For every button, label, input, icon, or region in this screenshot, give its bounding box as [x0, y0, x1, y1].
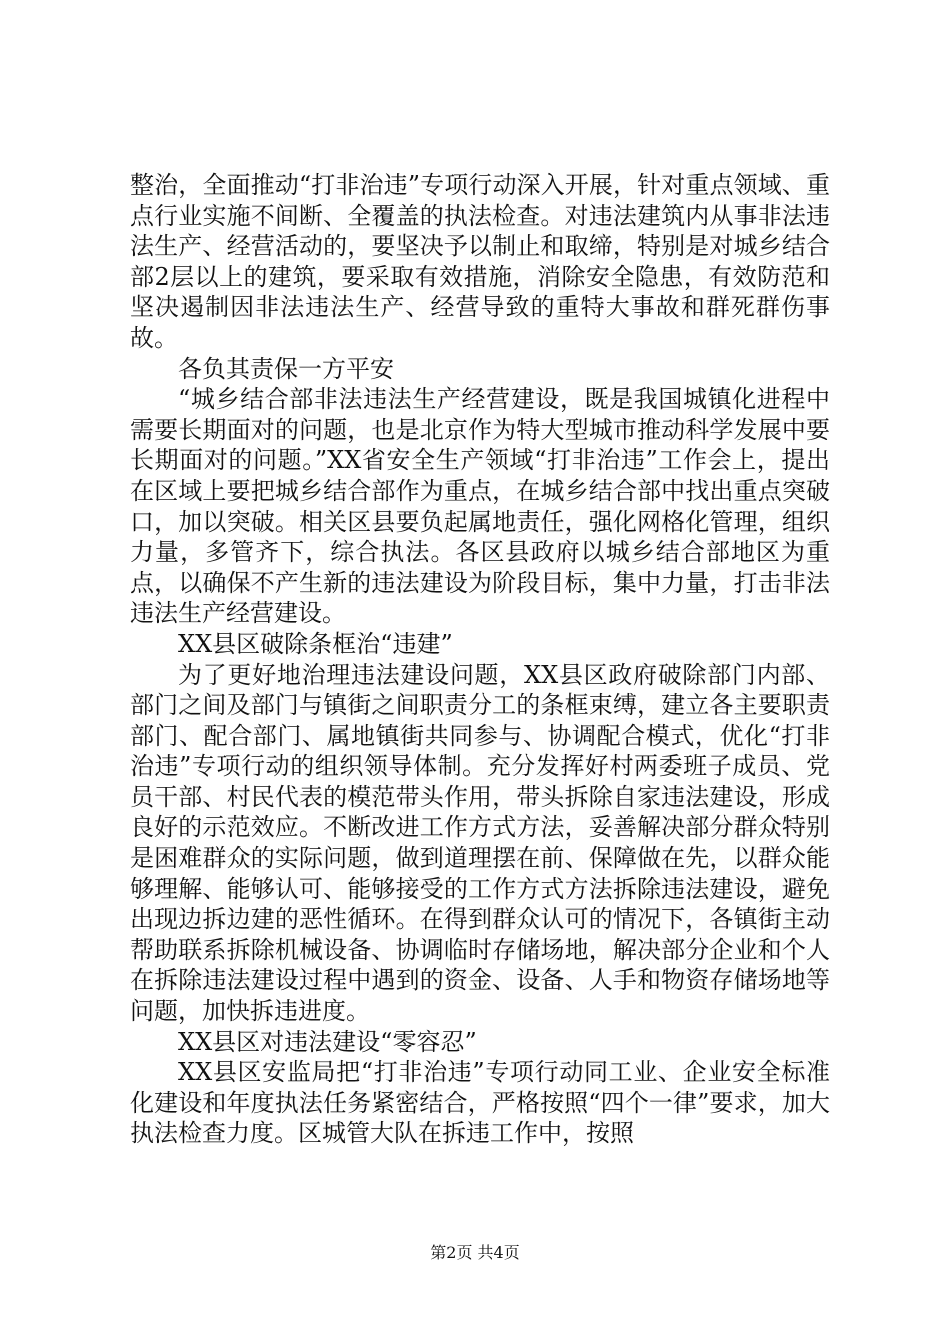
- section-heading: XX县区对违法建设“零容忍”: [178, 1027, 477, 1056]
- section-heading: 各负其责保一方平安: [178, 354, 394, 383]
- body-paragraph: “城乡结合部非法违法生产经营建设，既是我国城镇化进程中需要长期面对的问题，也是北京作为特大型城市推动科学发展中要长期面对的问题。”XX省安全生产领域“打非治违”工作会上，提出在区域上要把城乡结合部作为重点，在城乡结合部中找出重点突破口，加以突破。相关区县要负起属地责任，强化网格化管理，组织力量，多管齐下，综合执法。各区县政府以城乡结合部地区为重点，以确保不产生新的违法建设为阶段目标，集中力量，打击非法违法生产经营建设。: [130, 385, 830, 628]
- body-paragraph: 整治，全面推动“打非治违”专项行动深入开展，针对重点领域、重点行业实施不间断、全覆盖的执法检查。对违法建筑内从事非法违法生产、经营活动的，要坚决予以制止和取缔，特别是对城乡结合部2层以上的建筑，要采取有效措施，消除安全隐患，有效防范和坚决遏制因非法违法生产、经营导致的重特大事故和群死群伤事故。: [130, 171, 830, 352]
- body-paragraph: XX县区安监局把“打非治违”专项行动同工业、企业安全标准化建设和年度执法任务紧密结合，严格按照“四个一律”要求，加大执法检查力度。区城管大队在拆违工作中，按照: [130, 1058, 830, 1148]
- page-number-footer: 第2页 共4页: [430, 1243, 520, 1262]
- section-heading: XX县区破除条框治“违建”: [178, 629, 453, 658]
- body-paragraph: 为了更好地治理违法建设问题，XX县区政府破除部门内部、部门之间及部门与镇街之间职责分工的条框束缚，建立各主要职责部门、配合部门、属地镇街共同参与、协调配合模式，优化“打非治违”专项行动的组织领导体制。充分发挥好村两委班子成员、党员干部、村民代表的模范带头作用，带头拆除自家违法建设，形成良好的示范效应。不断改进工作方式方法，妥善解决部分群众特别是困难群众的实际问题，做到道理摆在前、保障做在先，以群众能够理解、能够认可、能够接受的工作方式方法拆除违法建设，避免出现边拆边建的恶性循环。在得到群众认可的情况下，各镇街主动帮助联系拆除机械设备、协调临时存储场地，解决部分企业和个人在拆除违法建设过程中遇到的资金、设备、人手和物资存储场地等问题，加快拆违进度。: [130, 660, 830, 1026]
- document-body: [130, 170, 830, 1149]
